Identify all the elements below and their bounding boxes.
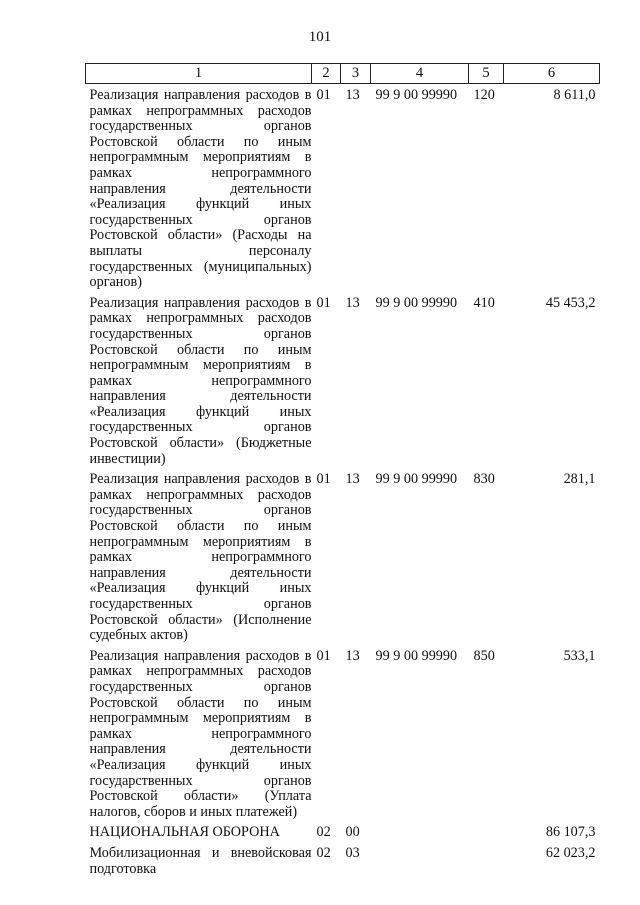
row-target-code: 99 9 00 99990	[375, 294, 458, 311]
row-description: Реализация направления расходов в рамках непрограммных расходов государственных органов Ростовской области по иным непрограммным мероприятиям в рамках непрограммного направления деятельности «Реализация функций иных государственных органов Ростовской области» (Расходы на выплаты персоналу государственных (муниципальных) органов)	[89, 87, 312, 291]
row-target-code	[371, 841, 469, 877]
row-section: 01	[316, 294, 331, 311]
header-col-6: 6	[504, 64, 600, 84]
row-expense-type: 830	[473, 471, 495, 488]
row-amount: 8 611,0	[553, 87, 596, 103]
row-target-code: 99 9 00 99990	[375, 471, 458, 488]
table-row	[86, 644, 600, 821]
header-col-1: 1	[86, 64, 312, 84]
row-amount: 86 107,3	[545, 824, 596, 841]
table-header-row	[86, 64, 600, 84]
row-subsection: 03	[345, 844, 360, 861]
table-row	[86, 841, 600, 877]
row-description: Мобилизационная и вневойсковая подготовка	[89, 844, 312, 877]
row-target-code: 99 9 00 99990	[375, 87, 458, 103]
row-section: 01	[316, 647, 331, 664]
page-number: 101	[308, 29, 332, 45]
row-amount: 62 023,2	[545, 844, 596, 861]
table-row	[86, 820, 600, 841]
row-expense-type: 410	[473, 294, 495, 311]
row-expense-type	[469, 820, 504, 841]
header-col-5: 5	[469, 64, 504, 84]
row-section: 01	[316, 471, 331, 488]
header-col-2: 2	[312, 64, 341, 84]
row-description: НАЦИОНАЛЬНАЯ ОБОРОНА	[89, 824, 280, 841]
table-row	[86, 291, 600, 468]
row-description: Реализация направления расходов в рамках непрограммных расходов государственных органов Ростовской области по иным непрограммным мероприятиям в рамках непрограммного направления деятельности «Реализация функций иных государственных органов Ростовской области» (Уплата налогов, сборов и иных платежей)	[89, 647, 312, 820]
row-subsection: 13	[345, 647, 360, 664]
row-section: 01	[316, 87, 331, 103]
table-row	[86, 467, 600, 644]
row-expense-type: 120	[473, 87, 495, 103]
row-target-code	[371, 820, 469, 841]
row-expense-type	[469, 841, 504, 877]
row-subsection: 13	[345, 471, 360, 488]
budget-table	[85, 63, 600, 877]
table-row	[86, 84, 600, 291]
row-expense-type: 850	[473, 647, 495, 664]
row-description: Реализация направления расходов в рамках непрограммных расходов государственных органов Ростовской области по иным непрограммным мероприятиям в рамках непрограммного направления деятельности «Реализация функций иных государственных органов Ростовской области» (Бюджетные инвестиции)	[89, 294, 312, 467]
row-subsection: 13	[345, 87, 360, 103]
header-col-4: 4	[371, 64, 469, 84]
header-col-3: 3	[341, 64, 371, 84]
row-amount: 45 453,2	[545, 294, 596, 311]
row-subsection: 00	[345, 824, 360, 841]
row-subsection: 13	[345, 294, 360, 311]
row-target-code: 99 9 00 99990	[375, 647, 458, 664]
row-section: 02	[316, 824, 331, 841]
row-amount: 533,1	[563, 647, 596, 664]
row-description: Реализация направления расходов в рамках непрограммных расходов государственных органов Ростовской области по иным непрограммным мероприятиям в рамках непрограммного направления деятельности «Реализация функций иных государственных органов Ростовской области» (Исполнение судебных актов)	[89, 471, 312, 644]
row-amount: 281,1	[563, 471, 596, 488]
row-section: 02	[316, 844, 331, 861]
